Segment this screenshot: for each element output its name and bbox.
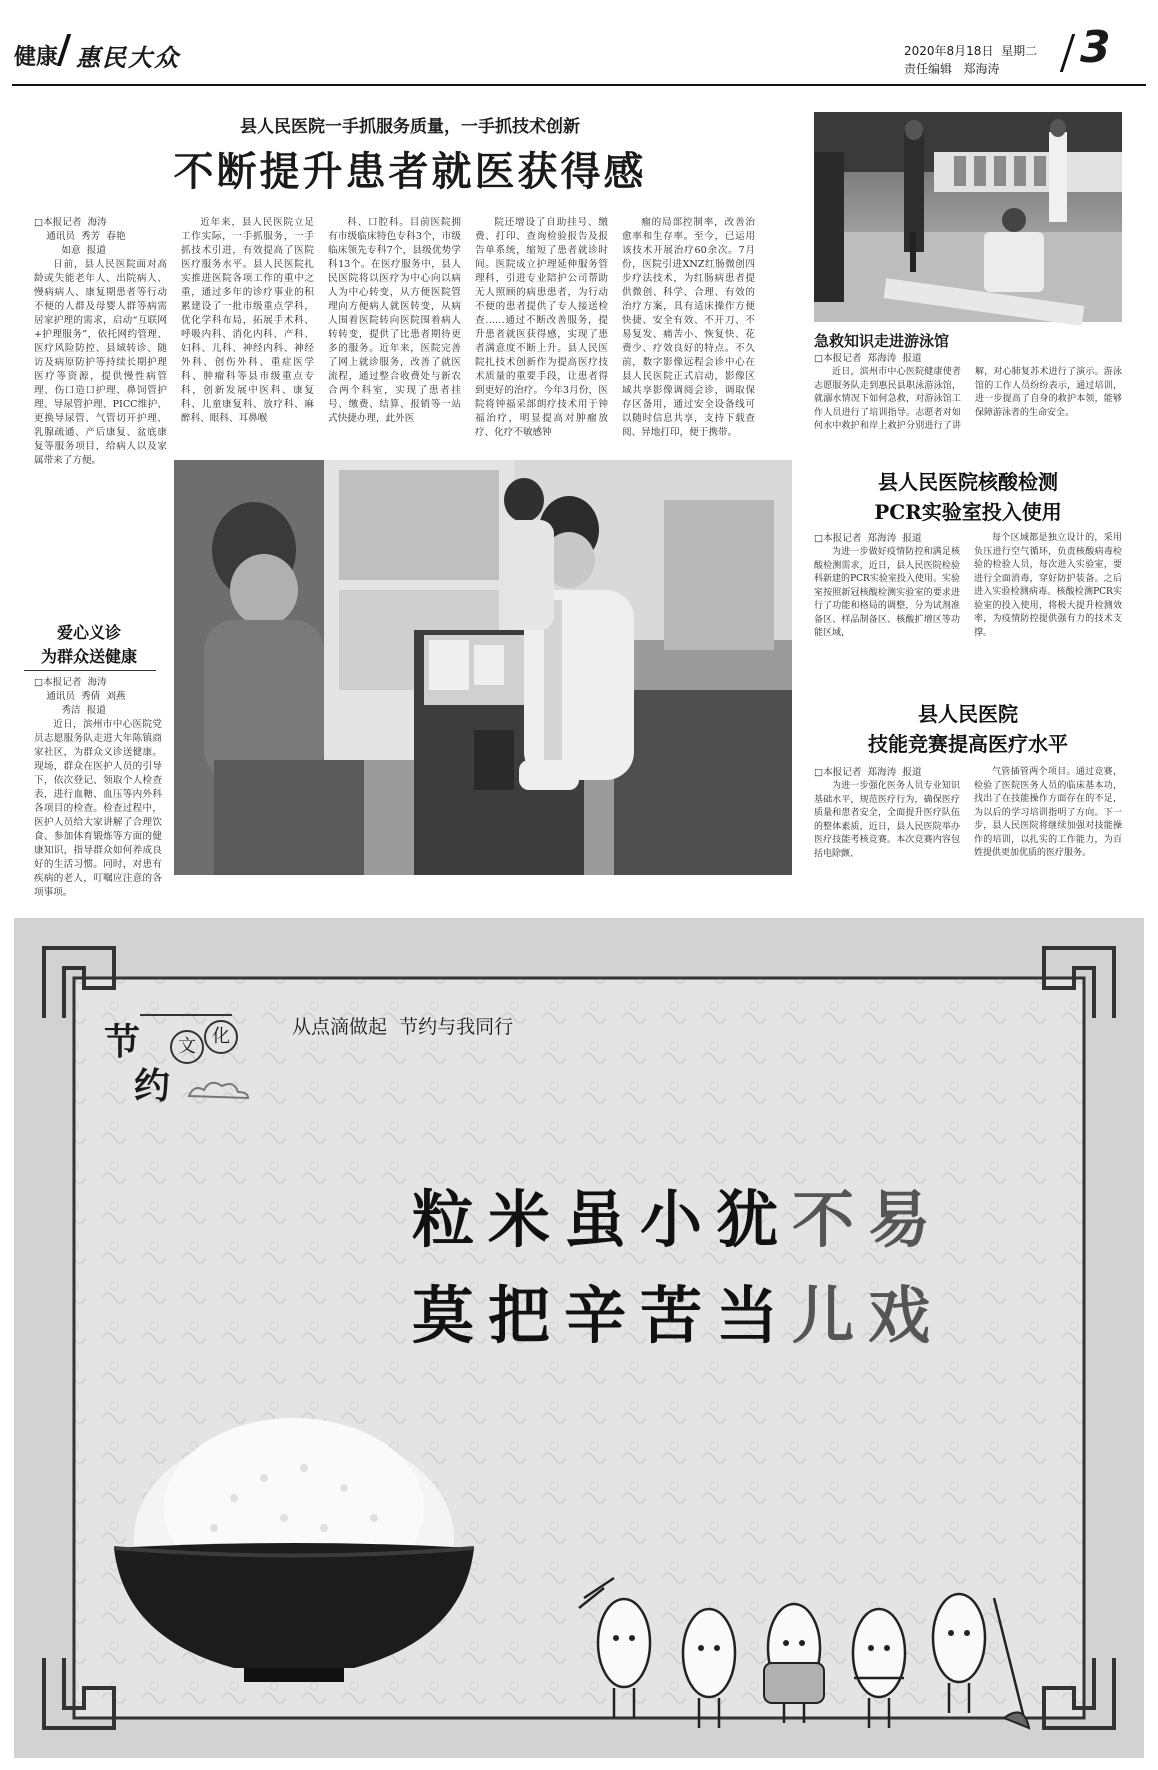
main-kicker: 县人民医院一手抓服务质量，一手抓技术创新	[240, 117, 580, 137]
main-byline-text: □本报记者 海涛 通讯员 秀芳 春艳 如意 报道	[34, 217, 126, 256]
pcr-headline-2: PCR实验室投入使用	[874, 500, 1062, 524]
ad-line-1-char-4: 小	[640, 1183, 717, 1256]
ad-line-1-char-5: 犹	[716, 1183, 793, 1256]
jineng-col-2-text: 气管插管两个项目。通过竞赛，检验了医院医务人员的临床基本功，找出了在技能操作方面存在的不足，为以后的学习培训指明了方向。下一步，县人民医院将继续加强对技能操作的培训，以扎实的工作能力，为百姓提供更加优质的医疗服务。	[974, 767, 1122, 858]
ad-line-2-char-3: 辛	[564, 1279, 641, 1352]
jineng-byline-text: □本报记者 郑海涛 报道	[814, 767, 922, 778]
aixin-headline-2: 为群众送健康	[40, 647, 137, 666]
first-aid-byline-text: □本报记者 郑海涛 报道	[814, 353, 922, 364]
logo-char-wen: 文	[170, 1030, 204, 1064]
ad-line-2-char-1: 莫	[412, 1279, 489, 1352]
ad-line-2-char-2: 把	[488, 1279, 565, 1352]
ad-line-2-char-5: 当	[716, 1279, 793, 1352]
ad-logo	[104, 1014, 284, 1124]
jineng-col-2	[974, 766, 1122, 876]
main-col-1	[34, 258, 167, 466]
main-col-5	[622, 216, 755, 438]
main-col-4	[475, 216, 608, 438]
first-aid-caption: 急救知识走进游泳馆	[814, 332, 950, 350]
main-col-3	[328, 216, 461, 424]
ad-line-2-char-6: 儿	[792, 1279, 869, 1352]
ad-line-1-char-7: 易	[868, 1183, 945, 1256]
pcr-col-2-text: 每个区域都是独立设计的，采用负压进行空气循环，负责核酸病毒检验的检验人员，每次进入实验室，要进行全面消毒，穿好防护装备。之后进入实验检测病毒。核酸检测PCR实验室的投入使用，将极大提升检测效率，为疫情防控提供强有力的技术支撑。	[974, 533, 1122, 638]
logo-char-yue: 约	[134, 1065, 171, 1107]
main-headline: 不断提升患者就医获得感	[173, 149, 647, 195]
pcr-byline-text: □本报记者 郑海涛 报道	[814, 533, 922, 544]
main-col-5-text: 瘤的局部控制率，改善治愈率和生存率。至今，已运用该技术开展治疗60余次。7月份，医院引进XNZ红肠微创四步疗法技术，为红肠病患者提供微创、科学、合理、有效的治疗方案，具有适床操作方便快捷、安全有效、不开刀、不易复发、痛苦小、恢复快、花费少、疗效良好的特点。不久前，数字影像远程会诊中心在县人民医院正式启动，影像区域共享影像调阅会诊，调取保存区备用，通过安全设备线可以随时信息共享，支持下载查阅、异地打印，便于携带。	[622, 217, 755, 438]
jineng-col-1-text: 为进一步强化医务人员专业知识基础水平，规范医疗行为，确保医疗质量和患者安全，全面提升医疗队伍的整体素质，近日，县人民医院举办医疗技能考核竞赛。本次竞赛内容包括电除颤、	[814, 781, 960, 859]
first-aid-text-body: 近日，滨州市中心医院健康使者志愿服务队走到惠民县职泳游泳馆，就溺水情况下如何急救，对游泳馆工作人员进行了培训指导。志愿者对如何水中救护和岸上救护分别进行了讲解，对心肺复苏术进行了演示。游泳馆的工作人员纷纷表示，通过培训，进一步提高了自身的救护本领，能够保障游泳者的生命安全。	[814, 367, 1122, 431]
ad-line-1-char-1: 粒	[412, 1183, 489, 1256]
first-aid-scene	[814, 112, 1122, 322]
ad-line-1-char-6: 不	[792, 1183, 869, 1256]
main-col-4-text: 院还增设了自助挂号、缴费、打印、查询检验报告及报告单系统，缩短了患者就诊时间。医院成立护理延伸服务管理科，引进专业陪护公司帮助无人照顾的病患患者，为行动不便的患者提供了专人接送检查……通过不断改善服务，提升患者就医获得感，实现了患者满意度不断上升。县人民医院扎技术创新作为提高医疗技术质量的重要手段，让患者得到更好的治疗。今年3月份，医院将钟福采部朗疗技术用于钟福治疗，明显提高对肿瘤放疗、化疗不敏感钟	[475, 217, 608, 438]
aixin-rule	[24, 670, 156, 671]
pcr-col-1	[814, 546, 960, 656]
main-col-3-text: 科、口腔科。目前医院拥有市级临床特色专科3个，市级临床领先专科7个，县级优势学科13个。在医疗服务中，县人民医院将以医疗为中心向以病人为中心转变，从方便医院管理向方便病人就医转变，从病人围着医院转向医院围着病人转转变，提供了比患者期待更多的服务。近年来，医院完善了网上就诊服务，改善了就医流程，通过整合收费处与新农合两个科室，实现了患者挂号、缴费、结算、报销等一站式快捷办理，此外医	[328, 217, 461, 424]
ad-slogan: 从点滴做起 节约与我同行	[292, 1016, 514, 1038]
aixin-headline-1: 爱心义诊	[56, 623, 121, 642]
jineng-col-1	[814, 780, 960, 876]
ad-line-2-char-4: 苦	[640, 1279, 717, 1352]
masthead-section: 健康	[14, 45, 59, 70]
first-aid-text	[814, 366, 1122, 438]
aixin-text	[34, 718, 162, 898]
pcr-col-1-text: 为进一步做好疫情防控和满足核酸检测需求，近日，县人民医院检验科新建的PCR实验室投入使用。实验室按照新冠核酸检测实验室的要求进行了功能和格局的调整，分为试剂准备区、样品制备区、核酸扩增区等功能区域，	[814, 547, 960, 638]
jineng-headline-2: 技能竞赛提高医疗水平	[868, 732, 1068, 756]
logo-underline	[140, 1014, 232, 1016]
masthead-slash	[57, 34, 71, 66]
ad-panel	[14, 918, 1144, 1758]
rice-bowl-icon	[94, 1388, 494, 1688]
cloud-icon	[184, 1074, 254, 1104]
pcr-headline-1: 县人民医院核酸检测	[878, 470, 1058, 494]
page-number: 3	[1080, 22, 1111, 73]
main-col-2	[181, 216, 314, 424]
ad-line-2-char-7: 戏	[868, 1279, 945, 1352]
ad-line-1	[412, 1170, 944, 1259]
aixin-byline-text: □本报记者 海涛 通讯员 秀倩 刘燕 秀洁 报道	[34, 677, 126, 716]
ad-line-2	[412, 1266, 944, 1355]
main-byline	[34, 216, 166, 260]
main-col-1-text: 日前，县人民医院面对高龄或失能老年人、出院病人、慢病病人、康复期患者等行动不便的人群及母婴人群等病需居家护理的需求，启动“互联网+护理服务”，依托网约管理、医疗风险防控、县域转诊、随访及病原防护等持续长期护理医疗等资源，提供慢性病管理、伤口造口护理、鼻饲管护理、导尿管护理、PICC维护、更换导尿管、气管切开护理、乳腺疏通、产后康复、盆底康复等服务项目，给病人以及家属带来了方便。	[34, 259, 167, 466]
masthead-slash-right	[1060, 34, 1075, 72]
aixin-byline	[34, 676, 166, 720]
aixin-text-body: 近日，滨州市中心医院党员志愿服务队走进大年陈镇商家社区，为群众义诊送健康。现场，群众在医护人员的引导下，依次登记、领取个人检查表，进行血糖、血压等内外科各项目的检查。检查过程中，医护人员给大家讲解了合理饮食、参加体育锻炼等方面的健康知识，指导群众如何养成良好的生活习惯。同时，对患有疾病的老人，叮嘱应注意的各项事项。	[34, 719, 162, 898]
logo-char-jie: 节	[104, 1021, 141, 1063]
masthead-editor: 责任编辑 郑海涛	[904, 62, 1000, 76]
masthead-brand: 惠民大众	[76, 43, 180, 72]
photo-first-aid	[814, 112, 1122, 322]
ad-line-1-char-3: 虽	[564, 1183, 641, 1256]
rice-grain-mascots-icon	[574, 1568, 1034, 1738]
free-clinic-scene	[174, 460, 792, 875]
masthead-rule	[12, 84, 1146, 86]
ad-line-1-char-2: 米	[488, 1183, 565, 1256]
main-col-2-text: 近年来，县人民医院立足工作实际，一手抓服务，一手抓技术引进，有效提高了医院医疗服务水平。县人民医院扎实推进医院各项工作的重中之重，通过多年的诊疗事业的积累建设了一批市级重点学科，优化学科布局，拓展手术科、呼吸内科、消化内科、产科、妇科、儿科、神经内科、神经外科、创伤外科、重症医学科、肿瘤科等县市级重点专科，创新发展中医科、康复科、儿童康复科、放疗科、麻醉科、眼科、耳鼻喉	[181, 217, 314, 424]
logo-char-hua: 化	[204, 1020, 238, 1054]
photo-free-clinic	[174, 460, 792, 875]
pcr-col-2	[974, 532, 1122, 656]
masthead-date: 2020年8月18日 星期二	[904, 44, 1038, 58]
jineng-headline-1: 县人民医院	[918, 702, 1018, 726]
